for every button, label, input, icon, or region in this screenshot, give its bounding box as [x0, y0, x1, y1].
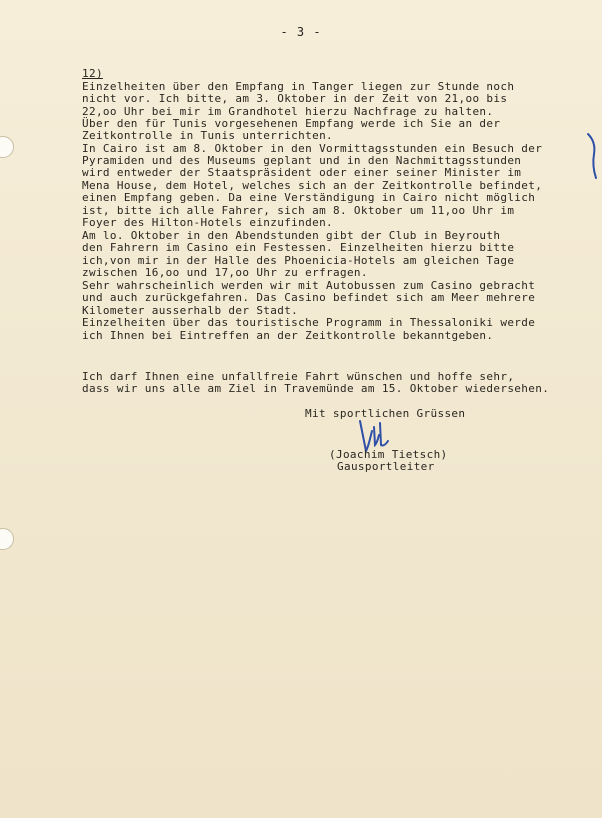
greeting: Mit sportlichen Grüssen	[305, 407, 466, 420]
closing-line: dass wir uns alle am Ziel in Travemünde am 15. Oktober wiedersehen.	[82, 382, 550, 395]
body-line: Sehr wahrscheinlich werden wir mit Autobussen zum Casino gebracht	[82, 279, 536, 292]
punch-hole	[0, 136, 14, 158]
body-line: In Cairo ist am 8. Oktober in den Vormittagsstunden ein Besuch der	[82, 142, 543, 155]
page-number: - 3 -	[280, 25, 322, 39]
body-line: ich Ihnen bei Eintreffen an der Zeitkontrolle bekanntgeben.	[82, 329, 494, 342]
body-line: Über den für Tunis vorgesehenen Empfang werde ich Sie an der	[82, 117, 501, 130]
body-line: Einzelheiten über den Empfang in Tanger liegen zur Stunde noch	[82, 80, 515, 93]
body-line: 22,oo Uhr bei mir im Grandhotel hierzu Nachfrage zu halten.	[82, 105, 494, 118]
closing-line: Ich darf Ihnen eine unfallfreie Fahrt wünschen und hoffe sehr,	[82, 370, 515, 383]
body-line: Foyer des Hilton-Hotels einzufinden.	[82, 216, 334, 229]
section-number: 12)	[82, 67, 103, 80]
body-line: und auch zurückgefahren. Das Casino befindet sich am Meer mehrere	[82, 291, 536, 304]
signatory-name: (Joachim Tietsch)	[329, 448, 448, 461]
body-line: Einzelheiten über das touristische Programm in Thessaloniki werde	[82, 316, 536, 329]
body-line: nicht vor. Ich bitte, am 3. Oktober in der Zeit von 21,oo bis	[82, 92, 508, 105]
body-line: Kilometer ausserhalb der Stadt.	[82, 304, 299, 317]
body-line: Mena House, dem Hotel, welches sich an der Zeitkontrolle befindet,	[82, 179, 543, 192]
body-line: Am lo. Oktober in den Abendstunden gibt der Club in Beyrouth	[82, 229, 501, 242]
body-line: Pyramiden und des Museums geplant und in den Nachmittagsstunden	[82, 154, 522, 167]
punch-hole	[0, 528, 14, 550]
body-line: den Fahrern im Casino ein Festessen. Einzelheiten hierzu bitte	[82, 241, 515, 254]
body-line: zwischen 16,oo und 17,oo Uhr zu erfragen.	[82, 266, 368, 279]
signatory-title: Gausportleiter	[337, 460, 435, 473]
margin-pen-mark	[584, 132, 600, 186]
pen-bracket-icon	[584, 132, 600, 182]
body-line: ist, bitte ich alle Fahrer, sich am 8. Oktober um 11,oo Uhr im	[82, 204, 515, 217]
body-line: wird entweder der Staatspräsident oder einer seiner Minister im	[82, 166, 522, 179]
body-line: Zeitkontrolle in Tunis unterrichten.	[82, 129, 334, 142]
body-line: ich,von mir in der Halle des Phoenicia-Hotels am gleichen Tage	[82, 254, 515, 267]
body-line: einen Empfang geben. Da eine Verständigung in Cairo nicht möglich	[82, 191, 536, 204]
